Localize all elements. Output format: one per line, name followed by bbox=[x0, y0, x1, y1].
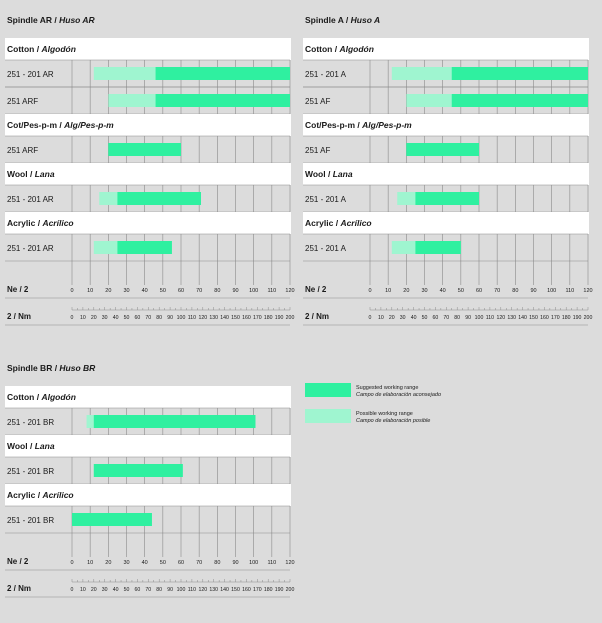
bar-suggested bbox=[156, 94, 290, 107]
ne-tick-label: 60 bbox=[475, 288, 483, 294]
ne-tick-label: 0 bbox=[70, 288, 74, 294]
bar-suggested bbox=[415, 241, 460, 254]
nm-tick-label: 30 bbox=[101, 587, 108, 593]
section-title: Acrylic / Acrílico bbox=[7, 490, 74, 500]
ne-tick-label: 90 bbox=[530, 288, 537, 294]
nm-tick-label: 140 bbox=[518, 315, 527, 321]
row-label: 251 - 201 BR bbox=[7, 418, 55, 427]
nm-tick-label: 20 bbox=[388, 315, 395, 321]
legend-suggested-es: Campo de elaboración aconsejado bbox=[356, 392, 442, 398]
ne-tick-label: 100 bbox=[249, 560, 259, 566]
ne-tick-label: 20 bbox=[105, 288, 112, 294]
nm-tick-label: 20 bbox=[90, 587, 97, 593]
bar-suggested bbox=[94, 415, 256, 428]
ne-tick-label: 110 bbox=[267, 560, 277, 566]
nm-tick-label: 0 bbox=[70, 315, 74, 321]
nm-tick-label: 130 bbox=[507, 315, 517, 321]
row-label: 251 AF bbox=[305, 146, 331, 155]
nm-tick-label: 190 bbox=[572, 315, 582, 321]
nm-axis-label: 2 / Nm bbox=[7, 584, 32, 593]
ne-tick-label: 100 bbox=[547, 288, 557, 294]
row-label: 251 AF bbox=[305, 97, 331, 106]
nm-tick-label: 110 bbox=[485, 315, 495, 321]
legend-possible-swatch bbox=[305, 409, 351, 423]
ne-tick-label: 80 bbox=[214, 288, 221, 294]
nm-tick-label: 200 bbox=[285, 315, 295, 321]
section-title: Cotton / Algodón bbox=[305, 44, 374, 54]
legend-suggested-swatch bbox=[305, 383, 351, 397]
nm-tick-label: 30 bbox=[399, 315, 406, 321]
nm-axis-label: 2 / Nm bbox=[305, 312, 330, 321]
chart-title: Spindle AR / Huso AR bbox=[7, 15, 95, 25]
ne-tick-label: 120 bbox=[285, 288, 295, 294]
nm-tick-label: 20 bbox=[90, 315, 97, 321]
nm-tick-label: 110 bbox=[187, 587, 197, 593]
section-title: Wool / Lana bbox=[305, 169, 353, 179]
ne-tick-label: 90 bbox=[232, 288, 239, 294]
ne-tick-label: 50 bbox=[457, 288, 464, 294]
ne-tick-label: 100 bbox=[249, 288, 259, 294]
nm-tick-label: 110 bbox=[187, 315, 197, 321]
nm-tick-label: 120 bbox=[198, 587, 208, 593]
nm-tick-label: 190 bbox=[274, 315, 284, 321]
nm-tick-label: 40 bbox=[410, 315, 417, 321]
bar-suggested bbox=[117, 192, 201, 205]
row-label: 251 - 201 A bbox=[305, 195, 346, 204]
row-label: 251 - 201 BR bbox=[7, 516, 55, 525]
legend-possible-es: Campo de elaboración posible bbox=[356, 418, 431, 424]
nm-tick-label: 0 bbox=[368, 315, 372, 321]
chart-title: Spindle BR / Huso BR bbox=[7, 363, 96, 373]
nm-tick-label: 150 bbox=[231, 315, 240, 321]
nm-tick-label: 50 bbox=[123, 587, 130, 593]
bar-suggested bbox=[108, 143, 181, 156]
nm-tick-label: 160 bbox=[242, 315, 251, 321]
ne-tick-label: 110 bbox=[565, 288, 575, 294]
nm-tick-label: 190 bbox=[274, 587, 284, 593]
nm-tick-label: 150 bbox=[231, 587, 240, 593]
nm-tick-label: 180 bbox=[561, 315, 571, 321]
nm-tick-label: 170 bbox=[252, 587, 262, 593]
ne-tick-label: 70 bbox=[494, 288, 501, 294]
section-title: Cot/Pes-p-m / Alg/Pes-p-m bbox=[7, 120, 114, 130]
ne-tick-label: 120 bbox=[285, 560, 295, 566]
nm-tick-label: 90 bbox=[465, 315, 471, 321]
legend-suggested-en: Suggested working range bbox=[356, 385, 419, 391]
ne-tick-label: 90 bbox=[232, 560, 239, 566]
section-title: Acrylic / Acrílico bbox=[7, 218, 74, 228]
nm-tick-label: 100 bbox=[176, 315, 186, 321]
bar-suggested bbox=[406, 143, 479, 156]
ne-tick-label: 10 bbox=[87, 560, 94, 566]
nm-tick-label: 10 bbox=[80, 315, 86, 321]
ne-axis-label: Ne / 2 bbox=[7, 285, 29, 294]
nm-axis-label: 2 / Nm bbox=[7, 312, 32, 321]
nm-tick-label: 140 bbox=[220, 587, 229, 593]
nm-tick-label: 170 bbox=[252, 315, 262, 321]
nm-tick-label: 170 bbox=[550, 315, 560, 321]
ne-tick-label: 110 bbox=[267, 288, 277, 294]
row-label: 251 - 201 AR bbox=[7, 70, 54, 79]
ne-tick-label: 60 bbox=[177, 288, 185, 294]
ne-tick-label: 10 bbox=[385, 288, 392, 294]
ne-tick-label: 60 bbox=[177, 560, 185, 566]
nm-tick-label: 60 bbox=[134, 587, 141, 593]
nm-tick-label: 160 bbox=[242, 587, 251, 593]
section-title: Wool / Lana bbox=[7, 169, 55, 179]
section-title: Acrylic / Acrílico bbox=[305, 218, 372, 228]
nm-tick-label: 10 bbox=[378, 315, 384, 321]
section-title: Cot/Pes-p-m / Alg/Pes-p-m bbox=[305, 120, 412, 130]
nm-tick-label: 80 bbox=[156, 587, 163, 593]
nm-tick-label: 120 bbox=[198, 315, 208, 321]
ne-tick-label: 40 bbox=[439, 288, 446, 294]
nm-tick-label: 40 bbox=[112, 315, 119, 321]
nm-tick-label: 0 bbox=[70, 587, 74, 593]
nm-tick-label: 150 bbox=[529, 315, 538, 321]
nm-tick-label: 180 bbox=[263, 587, 273, 593]
ne-tick-label: 0 bbox=[368, 288, 372, 294]
nm-tick-label: 70 bbox=[145, 587, 152, 593]
nm-tick-label: 120 bbox=[496, 315, 506, 321]
nm-tick-label: 60 bbox=[134, 315, 141, 321]
nm-tick-label: 70 bbox=[443, 315, 450, 321]
nm-tick-label: 30 bbox=[101, 315, 108, 321]
section-title: Wool / Lana bbox=[7, 441, 55, 451]
ne-tick-label: 0 bbox=[70, 560, 74, 566]
nm-tick-label: 50 bbox=[421, 315, 428, 321]
nm-tick-label: 130 bbox=[209, 315, 219, 321]
section-title: Cotton / Algodón bbox=[7, 44, 76, 54]
ne-tick-label: 80 bbox=[512, 288, 519, 294]
ne-tick-label: 120 bbox=[583, 288, 593, 294]
section-title: Cotton / Algodón bbox=[7, 392, 76, 402]
nm-tick-label: 140 bbox=[220, 315, 229, 321]
bar-suggested bbox=[415, 192, 479, 205]
ne-tick-label: 80 bbox=[214, 560, 221, 566]
bar-suggested bbox=[452, 94, 588, 107]
ne-tick-label: 30 bbox=[421, 288, 428, 294]
row-label: 251 - 201 A bbox=[305, 244, 346, 253]
chart-title: Spindle A / Huso A bbox=[305, 15, 381, 25]
ne-tick-label: 30 bbox=[123, 288, 130, 294]
ne-tick-label: 30 bbox=[123, 560, 130, 566]
ne-axis-label: Ne / 2 bbox=[305, 285, 327, 294]
nm-tick-label: 40 bbox=[112, 587, 119, 593]
nm-tick-label: 10 bbox=[80, 587, 86, 593]
legend-possible-en: Possible working range bbox=[356, 411, 413, 417]
bar-suggested bbox=[452, 67, 588, 80]
ne-tick-label: 10 bbox=[87, 288, 94, 294]
ne-tick-label: 20 bbox=[105, 560, 112, 566]
ne-tick-label: 50 bbox=[159, 560, 166, 566]
nm-tick-label: 130 bbox=[209, 587, 219, 593]
nm-tick-label: 90 bbox=[167, 315, 173, 321]
nm-tick-label: 180 bbox=[263, 315, 273, 321]
nm-tick-label: 80 bbox=[454, 315, 461, 321]
row-label: 251 - 201 AR bbox=[7, 195, 54, 204]
nm-tick-label: 200 bbox=[583, 315, 593, 321]
nm-tick-label: 100 bbox=[474, 315, 484, 321]
row-label: 251 ARF bbox=[7, 97, 39, 106]
ne-tick-label: 20 bbox=[403, 288, 410, 294]
nm-tick-label: 90 bbox=[167, 587, 173, 593]
nm-tick-label: 80 bbox=[156, 315, 163, 321]
nm-tick-label: 160 bbox=[540, 315, 549, 321]
ne-tick-label: 40 bbox=[141, 288, 148, 294]
nm-tick-label: 70 bbox=[145, 315, 152, 321]
nm-tick-label: 50 bbox=[123, 315, 130, 321]
row-label: 251 - 201 A bbox=[305, 70, 346, 79]
nm-tick-label: 200 bbox=[285, 587, 295, 593]
row-label: 251 ARF bbox=[7, 146, 39, 155]
ne-tick-label: 50 bbox=[159, 288, 166, 294]
ne-tick-label: 70 bbox=[196, 288, 203, 294]
nm-tick-label: 60 bbox=[432, 315, 439, 321]
bar-suggested bbox=[156, 67, 290, 80]
ne-tick-label: 70 bbox=[196, 560, 203, 566]
nm-tick-label: 100 bbox=[176, 587, 186, 593]
bar-suggested bbox=[94, 464, 183, 477]
bar-suggested bbox=[117, 241, 171, 254]
row-label: 251 - 201 AR bbox=[7, 244, 54, 253]
ne-tick-label: 40 bbox=[141, 560, 148, 566]
row-label: 251 - 201 BR bbox=[7, 467, 55, 476]
ne-axis-label: Ne / 2 bbox=[7, 557, 29, 566]
bar-suggested bbox=[72, 513, 152, 526]
